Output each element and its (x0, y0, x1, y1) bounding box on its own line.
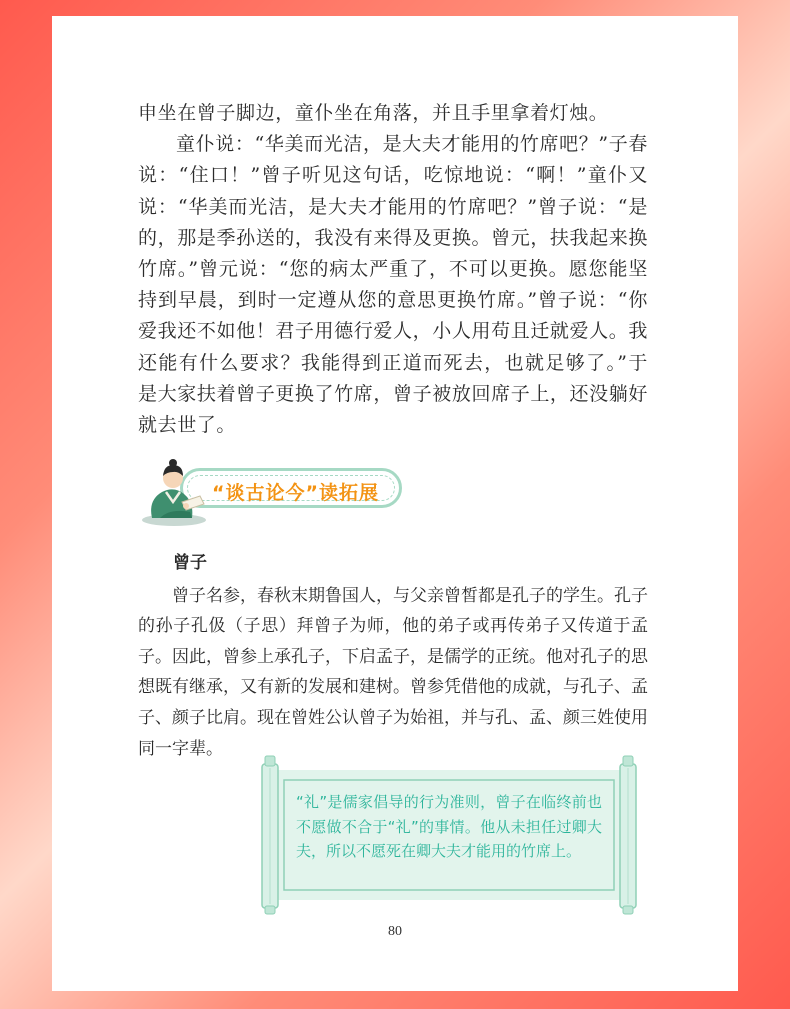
section-body: 曾子名参，春秋末期鲁国人，与父亲曾皙都是孔子的学生。孔子的孙子孔伋（子思）拜曾子为师，他的弟子或再传弟子又传道于孟子。因此，曾参上承孔子，下启孟子，是儒学的正统。他对孔子的思想既有继承，又有新的发展和建树。曾参凭借他的成就，与孔子、孟子、颜子比肩。现在曾姓公认曾子为始祖，并与孔、孟、颜三姓使用同一字辈。 (138, 585, 648, 759)
story-paragraph-2: 童仆说：“华美而光洁，是大夫才能用的竹席吧？”子春说：“住口！”曾子听见这句话，吃惊地说：“啊！”童仆又说：“华美而光洁，是大夫才能用的竹席吧？”曾子说：“是的，那是季孙送的，我没有来得及更换。曾元，扶我起来换竹席。”曾元说：“您的病太严重了，不可以更换。愿您能坚持到早晨，到时一定遵从您的意思更换竹席。”曾子说：“你爱我还不如他！君子用德行爱人，小人用苟且迁就爱人。我还能有什么要求？我能得到正道而死去，也就足够了。”于是大家扶着曾子更换了竹席，曾子被放回席子上，还没躺好就去世了。 (138, 133, 648, 437)
book-page (52, 16, 738, 991)
zengzi-section (138, 548, 648, 764)
section-heading: 曾子 (173, 553, 207, 573)
page-number: 80 (388, 924, 402, 939)
story-text (138, 98, 648, 441)
reading-scholar-icon (140, 456, 214, 528)
banner-title: “谈古论今”读拓展 (212, 482, 379, 504)
extension-reading-banner (140, 456, 410, 528)
note-text: “礼”是儒家倡导的行为准则，曾子在临终前也不愿做不合于“礼”的事情。他从未担任过卿大夫，所以不愿死在卿大夫才能用的竹席上。 (296, 793, 602, 860)
story-paragraph-1: 申坐在曾子脚边，童仆坐在角落，并且手里拿着灯烛。 (138, 102, 609, 124)
note-scroll (256, 754, 641, 916)
